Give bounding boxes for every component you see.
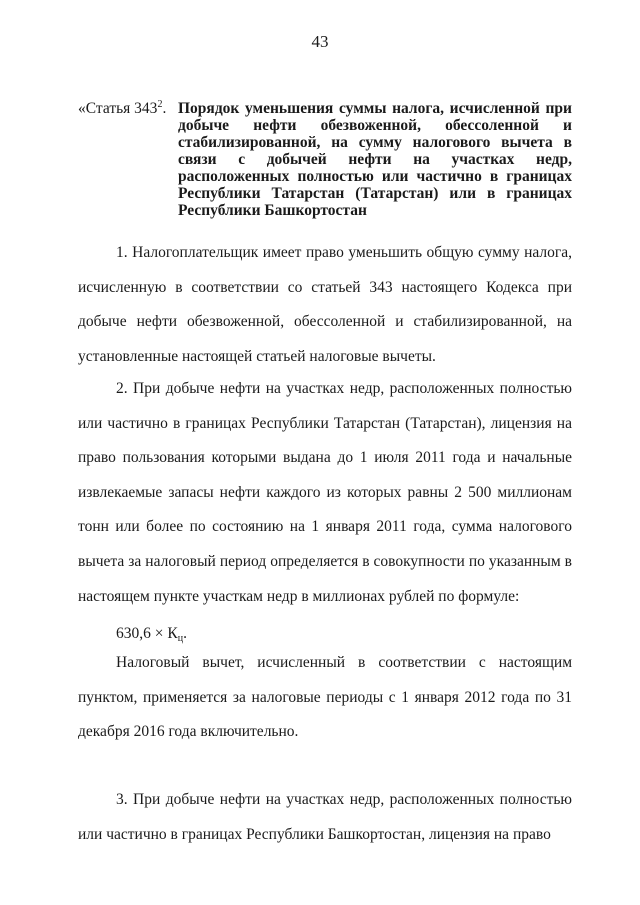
article-heading <box>78 100 572 219</box>
article-superscript: 2 <box>157 99 163 110</box>
article-prefix-suffix: . <box>162 100 167 117</box>
formula-suffix: . <box>183 625 187 642</box>
paragraph-3: Налоговый вычет, исчисленный в соответствии с настоящим пунктом, применяется за налоговые периоды с 1 января 2012 года по 31 декабря 2016 года включительно. <box>78 654 572 741</box>
paragraph-1: 1. Налогоплательщик имеет право уменьшить общую сумму налога, исчисленную в соответствии со статьей 343 настоящего Кодекса при добыче нефти обезвоженной, обессоленной и стабилизированной, на установленные настоящей статьей налоговые вычеты. <box>78 244 572 365</box>
article-title: Порядок уменьшения суммы налога, исчисленной при добыче нефти обезвоженной, обессоленной и стабилизированной, на сумму налогового вычета в связи с добычей нефти на участках недр, расположенных полностью или частично в границах Республики Татарстан (Татарстан) или в границах Республики Башкортостан <box>178 100 572 219</box>
formula-subscript: ц <box>177 633 184 644</box>
article-prefix-text: «Статья 343 <box>78 100 158 117</box>
paragraph-2: 2. При добыче нефти на участках недр, расположенных полностью или частично в границах Республики Татарстан (Татарстан), лицензия на право пользования которыми выдана до 1 июля 2011 года и начальные извлекаемые запасы нефти каждого из которых равны 2 500 миллионам тонн или более по состоянию на 1 января 2011 года, сумма налогового вычета за налоговый период определяется в совокупности по указанным в настоящем пункте участкам недр в миллионах рублей по формуле: <box>78 380 572 605</box>
formula-expression: 630,6 × К <box>116 625 178 642</box>
page-number: 43 <box>311 32 329 51</box>
paragraph-4: 3. При добыче нефти на участках недр, расположенных полностью или частично в границах Республики Башкортостан, лицензия на право <box>78 791 572 843</box>
formula <box>116 624 187 644</box>
article-prefix <box>78 100 178 117</box>
